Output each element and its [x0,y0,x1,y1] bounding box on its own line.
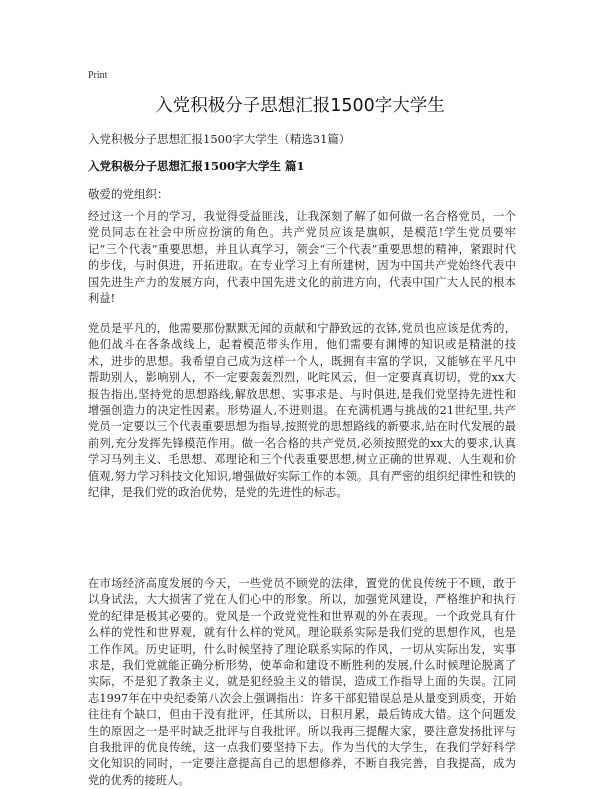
body-paragraph: 经过这一个月的学习，我觉得受益匪浅，让我深刻了解了如何做一名合格党员，一个党员同志在社会中所应扮演的角色。共产党员应该是旗帜，是模范!学生党员要牢记“三个代表”重要思想，并且认真学习，领会“三个代表”重要思想的精神，紧跟时代的步伐，与时俱进，开拓进取。在专业学习上有所建树，因为中国共产党始终代表中国先进生产力的发展方向，代表中国先进文化的前进方向，代表中国广大人民的根本利益! [88,210,516,306]
document-title: 入党积极分子思想汇报1500字大学生 [155,96,445,116]
document-subtitle: 入党积极分子思想汇报1500字大学生（精选31篇） [88,132,351,146]
print-label: Print [88,70,108,81]
body-paragraph: 在市场经济高度发展的今天，一些党员不顾党的法律，置党的优良传统于不顾，敢于以身试法，大大损害了党在人们心中的形象。所以，加强党风建设，严格维护和执行党的纪律是极其必要的。党风是一个政党党性和世界观的外在表现。一个政党具有什么样的党性和世界观，就有什么样的党风。理论联系实际是我们党的思想作风，也是工作作风。历史证明，什么时候坚持了理论联系实际的作风，一切从实际出发，实事求是，我们党就能正确分析形势，使革命和建设不断胜利的发展,什么时候理论脱离了实际，不是犯了教条主义，就是犯经验主义的错误，造成工作指导上面的失误。江同志1997年在中央纪委第八次会上强调指出：许多干部犯错误总是从量变到质变，开始往往有个缺口，但由于没有批评，任其所以，日积月累，最后铸成大错。这个问题发生的原因之一是平时缺乏批评与自我批评。所以我再三提醒大家，要注意发扬批评与自我批评的优良传统，这一点我们要坚持下去。作为当代的大学生，在我们学好科学文化知识的同时，一定要注意提高自己的思想修养，不断自我完善，自我提高，成为党的优秀的接班人。 [88,577,516,787]
body-paragraph: 党员是平凡的，他需要那份默默无闻的贡献和宁静致远的衣钵,党员也应该是优秀的，他们战斗在各条战线上，起着模范带头作用，他们需要有渊博的知识或是精湛的技术，进步的思想。我希望自己成为这样一个人，既拥有丰富的学识，又能够在平凡中帮助别人，影响别人，不一定要轰轰烈烈，叱咤风云，但一定要真真切切，党的xx大报告指出,坚持党的思想路线,解放思想、实事求是、与时俱进,是我们党坚持先进性和增强创造力的决定性因素。形势逼人,不进则退。在充满机遇与挑战的21世纪里,共产党员一定要以三个代表重要思想为指导,按照党的思想路线的新要求,站在时代发展的最前列,充分发挥先锋模范作用。做一名合格的共产党员,必须按照党的xx大的要求,认真学习马列主义、毛思想、邓理论和三个代表重要思想,树立正确的世界观、人生观和价值观,努力学习科技文化知识,增强做好实际工作的本领。具有严密的组织纪律性和铁的纪律，是我们党的政治优势，是党的先进性的标志。 [88,322,516,500]
section-heading: 入党积极分子思想汇报1500字大学生 篇1 [88,159,305,173]
greeting-line: 敬爱的党组织： [88,187,169,201]
